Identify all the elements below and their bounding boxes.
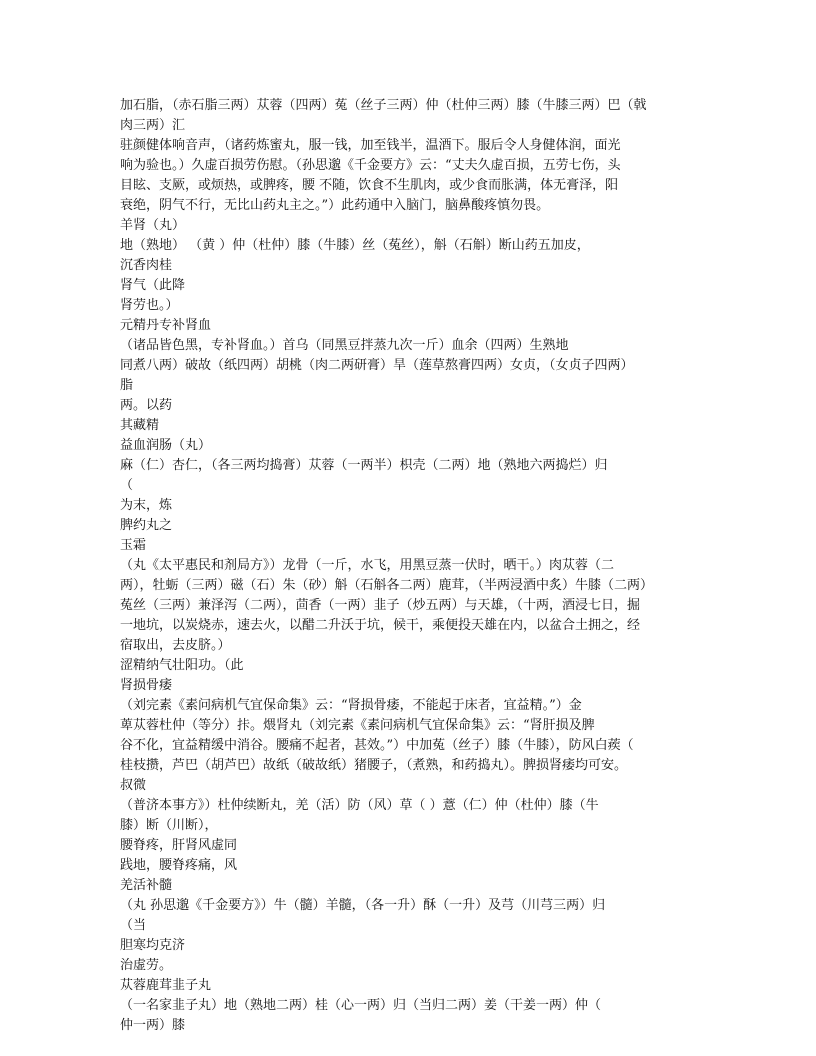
text-line: 仲一两）膝 (120, 1018, 186, 1033)
text-line: 胆寒均克济 (120, 938, 186, 953)
text-line: 菟丝（三两）兼泽泻（二两），茴香（一两）韭子（炒五两）与天雄，（十两，酒浸七日，掘 (120, 598, 641, 613)
text-line: （当 (120, 918, 147, 933)
text-line: 肾劳也。） (120, 298, 179, 313)
text-line: 两。以药 (120, 398, 173, 413)
text-line: 肉三两）汇 (120, 118, 186, 133)
text-line: 肾损骨痿 (120, 678, 173, 693)
text-line: 治虚劳。 (120, 958, 173, 973)
text-line: 桂枝攒，芦巴（胡芦巴）故纸（破故纸）猪腰子，（煮熟，和药捣丸）。脾损肾痿均可安。 (120, 758, 628, 773)
text-line: 脾约丸之 (120, 518, 173, 533)
text-line: 萆苁蓉杜仲（等分）拤。煨肾丸（刘完素《素问病机气宜保命集》云：“肾肝损及脾 (120, 718, 595, 733)
text-line: （一名家韭子丸）地（熟地二两）桂（心一两）归（当归二两）姜（干姜一两）仲（ (120, 998, 602, 1013)
text-line: 一地坑，以炭烧赤，速去火，以醋二升沃于坑，候干，乘便投天雄在内，以盆合土拥之，经 (120, 618, 641, 633)
text-line: 沉香肉桂 (120, 258, 173, 273)
text-line: 地（熟地） （黄 ）仲（杜仲）膝（牛膝）丝（菟丝），斛（石斛）断山药五加皮， (120, 238, 590, 253)
text-line: 加石脂，（赤石脂三两）苁蓉（四两）菟（丝子三两）仲（杜仲三两）膝（牛膝三两）巴（戟 (120, 98, 647, 113)
text-line: （ (120, 478, 134, 493)
text-line: 脂 (120, 378, 134, 393)
text-line: （诸品皆色黑，专补肾血。）首乌（同黑豆拌蒸九次一斤）血余（四两）生熟地 (120, 338, 569, 353)
text-line: 驻颜健体响音声，（诸药炼蜜丸，服一钱，加至钱半，温酒下。服后令人身健体润，面光 (120, 138, 621, 153)
text-line: 苁蓉鹿茸韭子丸 (120, 978, 212, 993)
text-line: 元精丹专补肾血 (120, 318, 212, 333)
text-line: 羌活补髓 (120, 878, 173, 893)
text-line: 其藏精 (120, 418, 160, 433)
text-line: 玉霜 (120, 538, 147, 553)
text-line: 腰脊疼，肝肾风虚同 (120, 838, 238, 853)
text-line: （丸《太平惠民和剂局方》）龙骨（一斤，水飞，用黑豆蒸一伏时，晒干。）肉苁蓉（二 (120, 558, 615, 573)
text-line: 宿取出，去皮脐。） (120, 638, 231, 653)
text-line: 衰绝，阴气不行，无比山药丸主之。”）此药通中入脑门，脑鼻酸疼慎勿畏。 (120, 198, 550, 213)
text-line: （丸 孙思邈《千金要方》）牛（髓）羊髓，（各一升）酥（一升）及芎（川芎三两）归 (120, 898, 606, 913)
text-line: 涩精纳气壮阳功。（此 (120, 658, 244, 673)
text-line: 响为验也。）久虚百损劳伤慰。（孙思邈《千金要方》云：“丈夫久虚百损，五劳七伤，头 (120, 158, 621, 173)
text-line: （普济本事方》）杜仲续断丸，羌（活）防（风）草（ ）薏（仁）仲（杜仲）膝（牛 (120, 798, 599, 813)
text-line: 羊肾（丸） (120, 218, 186, 233)
text-line: 谷不化，宜益精缓中消谷。腰痛不起者，甚效。”）中加菟（丝子）膝（牛膝），防风白蒺（ (120, 738, 634, 753)
text-line: （刘完素《素问病机气宜保命集》云：“肾损骨痿，不能起于床者，宜益精。”）金 (120, 698, 582, 713)
text-line: 肾气（此降 (120, 278, 186, 293)
text-line: 膝）断（川断）， (120, 818, 218, 833)
document-text-body (120, 96, 680, 1036)
text-line: 践地，腰脊疼痛，风 (120, 858, 238, 873)
text-line: 麻（仁）杏仁，（各三两均捣膏）苁蓉（一两半）枳壳（二两）地（熟地六两捣烂）归 (120, 458, 608, 473)
text-line: 叔微 (120, 778, 147, 793)
text-line: 两），牡蛎（三两）磁（石）朱（砂）斛（石斛各二两）鹿茸，（半两浸酒中炙）牛膝（二两） (120, 578, 654, 593)
text-line: 为末，炼 (120, 498, 173, 513)
text-line: 益血润肠（丸） (120, 438, 212, 453)
text-line: 同煮八两）破故（纸四两）胡桃（肉二两研膏）旱（莲草熬膏四两）女贞，（女贞子四两） (120, 358, 634, 373)
text-line: 目眩、支厥，或烦热，或脾疼，腰 不随，饮食不生肌肉，或少食而胀满，体无膏泽，阳 (120, 178, 619, 193)
